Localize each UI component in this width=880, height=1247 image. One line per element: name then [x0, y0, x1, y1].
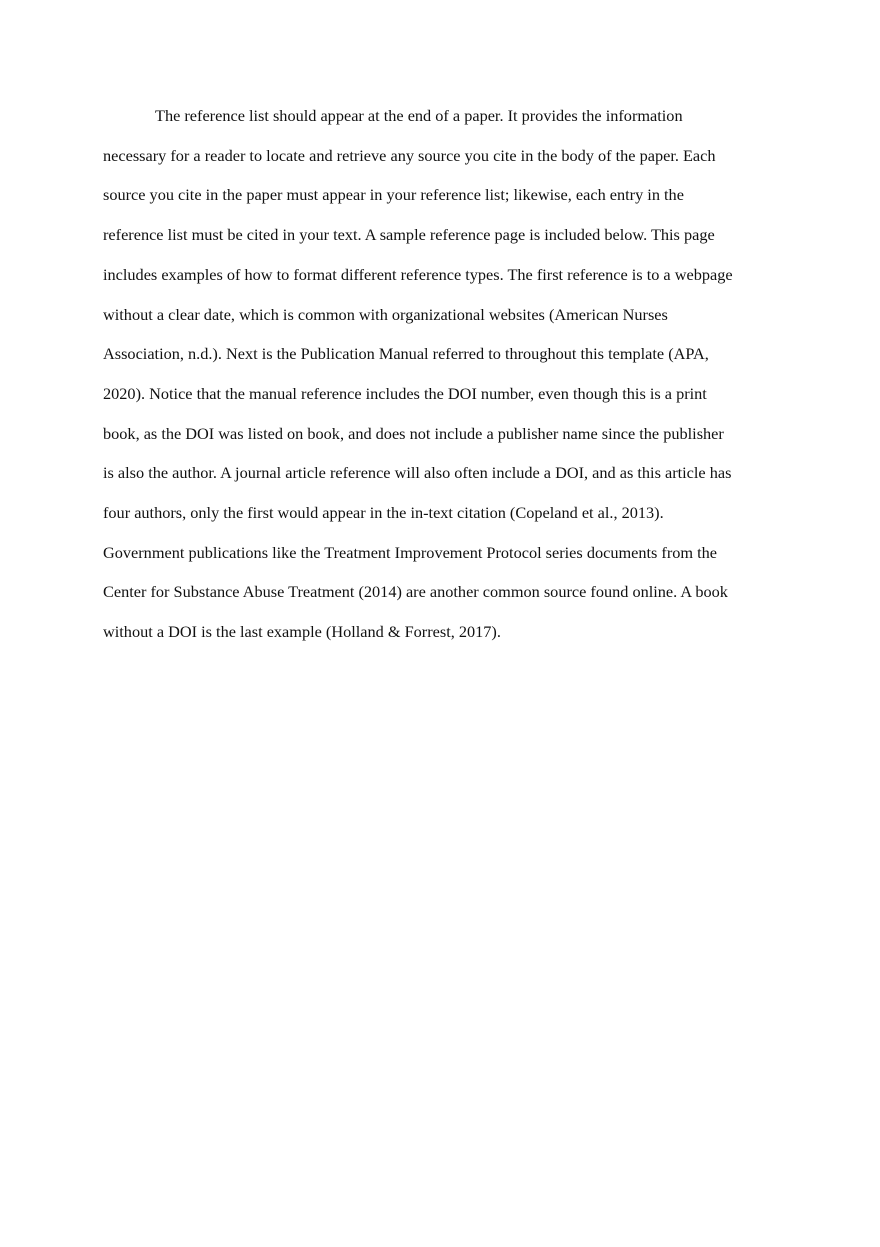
paragraph-line: The reference list should appear at the end of a paper. It provides the information — [155, 106, 683, 125]
body-paragraph — [103, 96, 775, 652]
paragraph-line: includes examples of how to format different reference types. The first reference is to a webpage — [103, 264, 733, 284]
paragraph-line: four authors, only the first would appear in the in-text citation (Copeland et al., 2013). — [103, 503, 664, 523]
paragraph-line: reference list must be cited in your text. A sample reference page is included below. This page — [103, 225, 715, 245]
paragraph-line: without a clear date, which is common with organizational websites (American Nurses — [103, 304, 668, 324]
paragraph-line: book, as the DOI was listed on book, and does not include a publisher name since the publisher — [103, 423, 724, 443]
paragraph-line: Association, n.d.). Next is the Publication Manual referred to throughout this template (APA, — [103, 344, 709, 364]
paragraph-line: without a DOI is the last example (Holland & Forrest, 2017). — [103, 622, 501, 642]
paragraph-line: necessary for a reader to locate and retrieve any source you cite in the body of the paper. Each — [103, 145, 716, 165]
paragraph-line: source you cite in the paper must appear in your reference list; likewise, each entry in the — [103, 185, 684, 205]
paragraph-line: 2020). Notice that the manual reference includes the DOI number, even though this is a print — [103, 383, 707, 403]
paragraph-line: Government publications like the Treatment Improvement Protocol series documents from the — [103, 542, 718, 562]
paragraph-line: is also the author. A journal article reference will also often include a DOI, and as this article has — [103, 463, 732, 483]
paragraph-line: Center for Substance Abuse Treatment (2014) are another common source found online. A book — [103, 582, 728, 602]
